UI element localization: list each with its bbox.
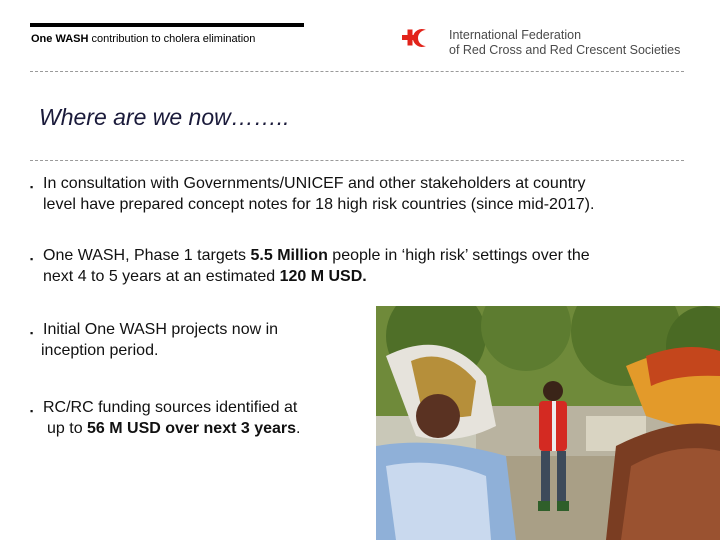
header-rule (30, 23, 304, 27)
org-name-line2: of Red Cross and Red Crescent Societies (449, 43, 681, 57)
program-name: One WASH (31, 33, 89, 45)
bullet-marker-icon: ▪ (30, 182, 34, 192)
presentation-header (31, 33, 255, 45)
slide-title: Where are we now…….. (39, 104, 290, 130)
bullet-marker-icon: ▪ (30, 328, 34, 338)
photo-illustration (376, 306, 720, 540)
org-name-line1: International Federation (449, 28, 582, 42)
ifrc-logo (400, 27, 690, 59)
bullet-marker-icon: ▪ (30, 406, 34, 416)
community-meeting-photo (376, 306, 720, 540)
divider-top (30, 71, 684, 72)
bullet-marker-icon: ▪ (30, 254, 34, 264)
divider-bottom (30, 160, 684, 161)
red-cross-crescent-emblem-icon (400, 27, 444, 57)
program-subtitle: contribution to cholera elimination (88, 33, 256, 45)
